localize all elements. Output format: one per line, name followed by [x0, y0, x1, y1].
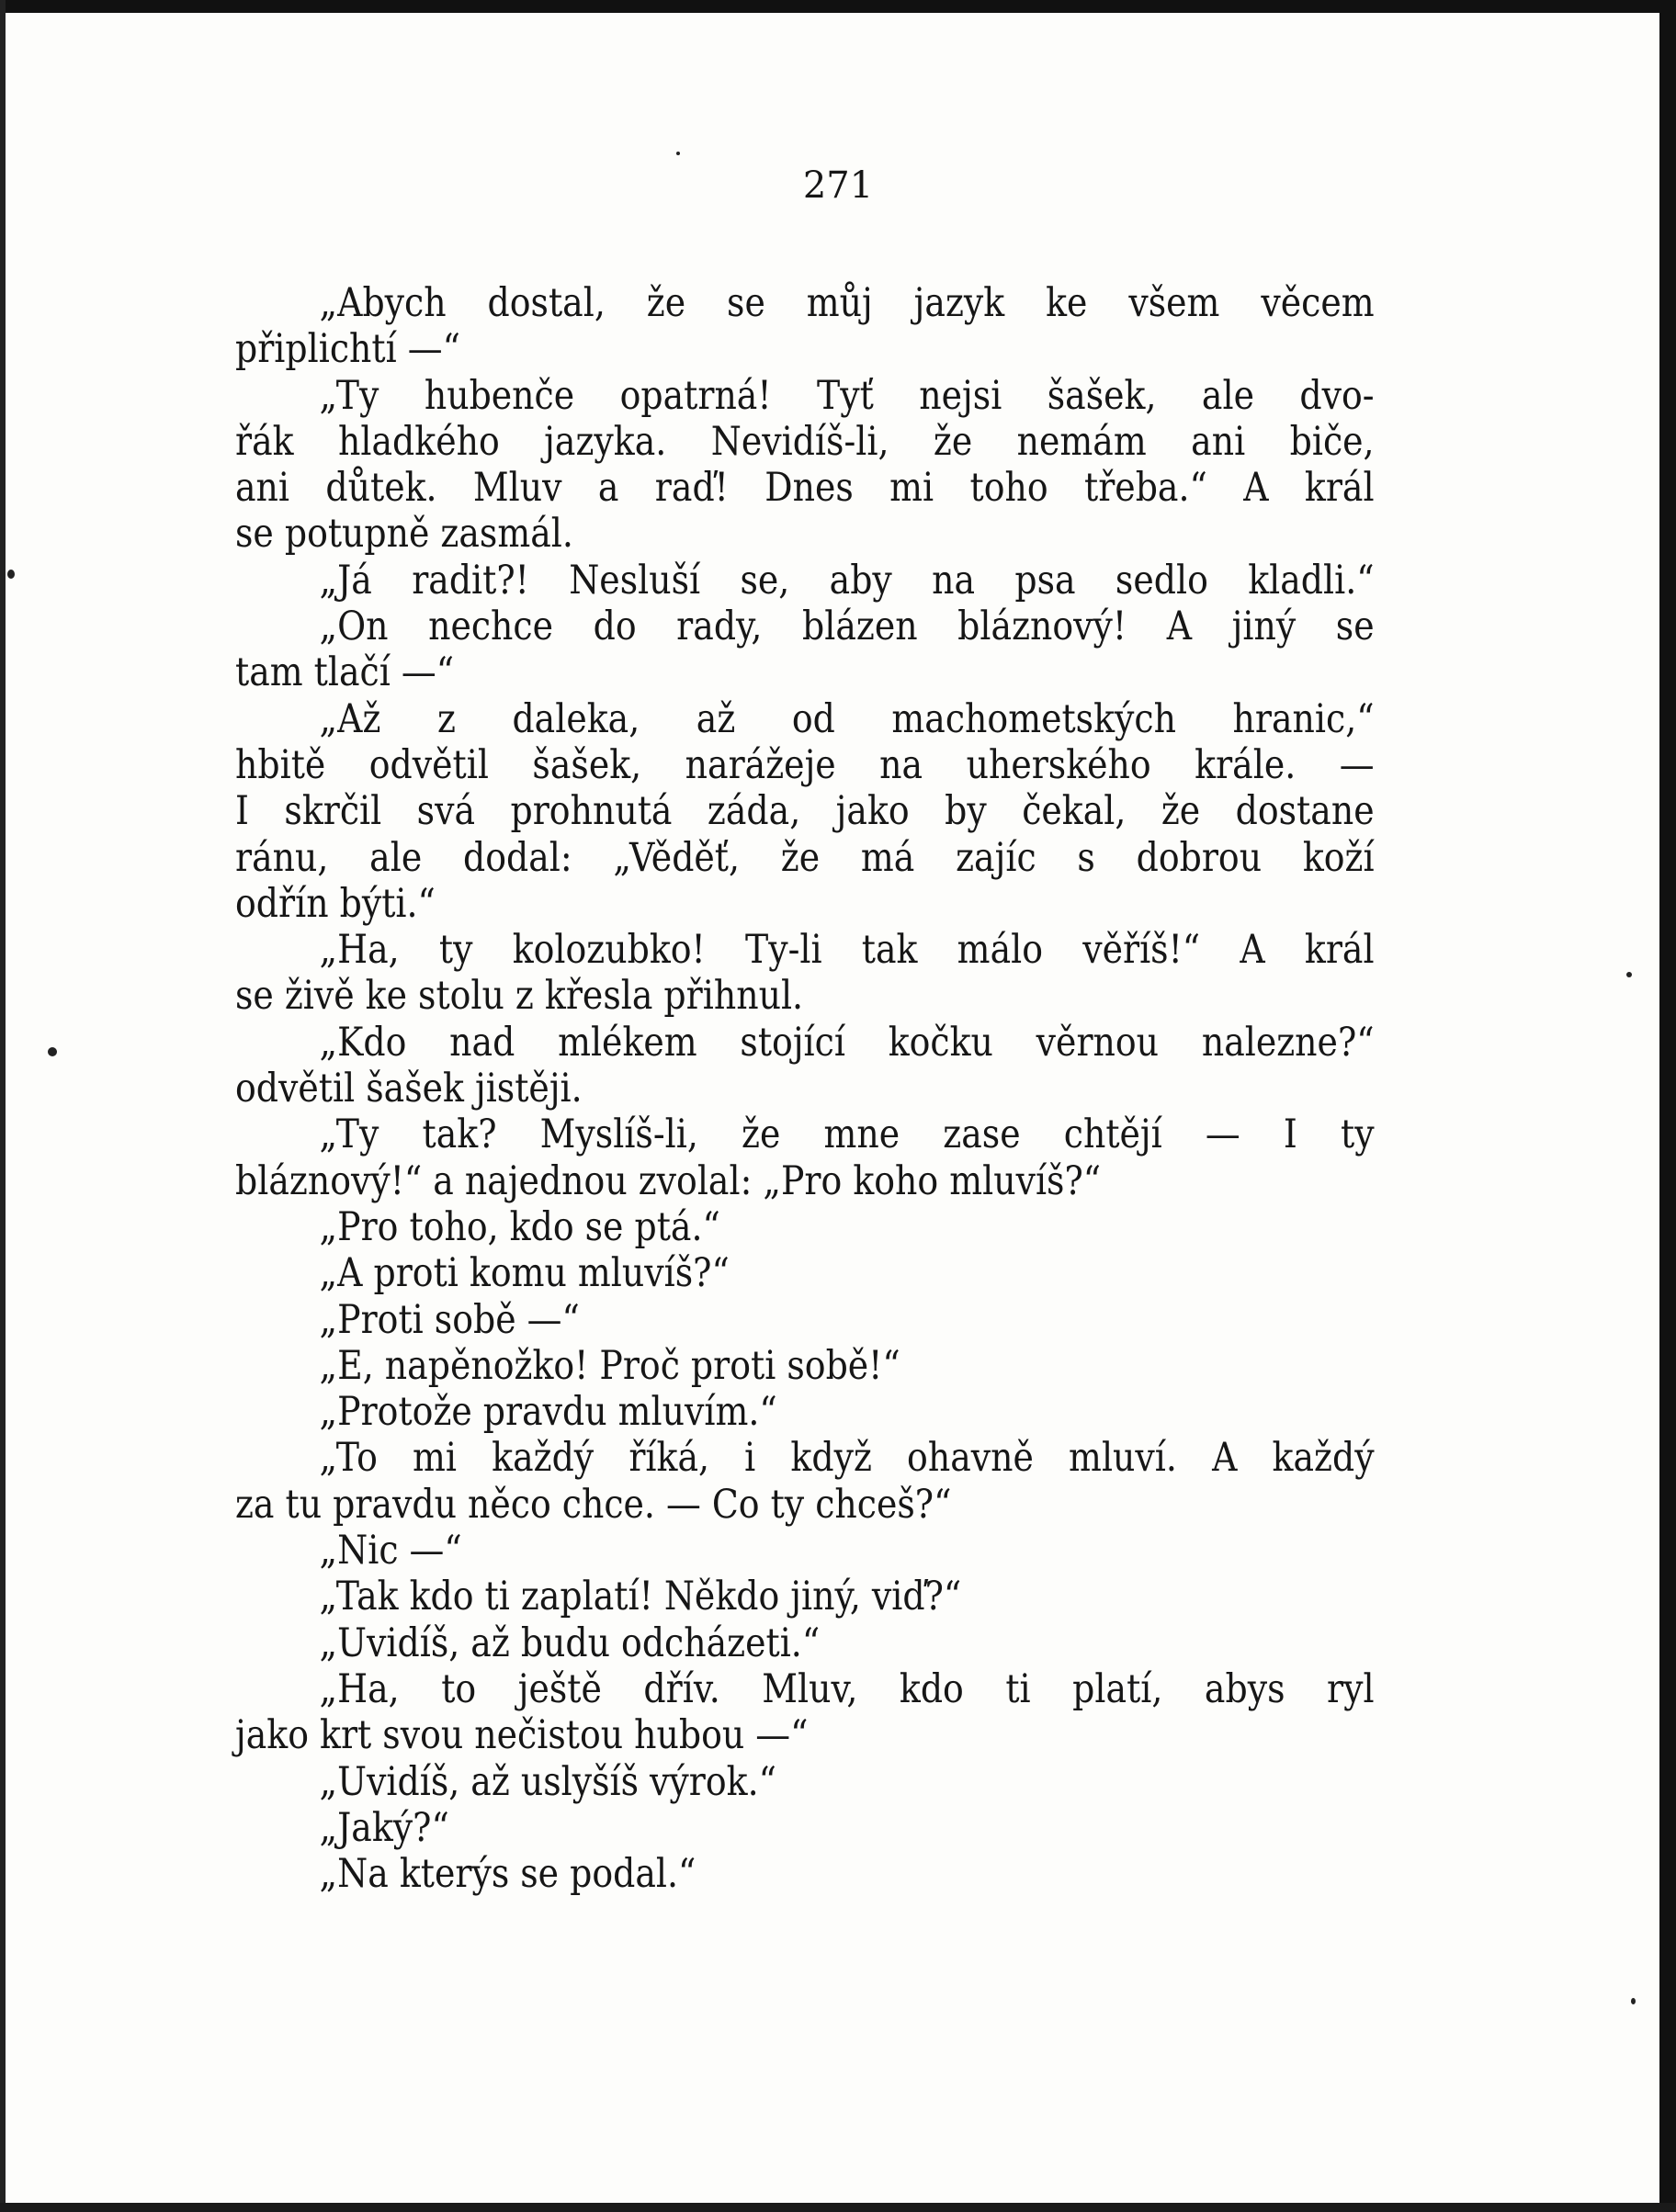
scan-border-left	[0, 0, 6, 2212]
text-line: „Jaký?“	[319, 1804, 449, 1851]
scan-speck	[1631, 1998, 1636, 2004]
text-line: I skrčil svá prohnutá záda, jako by čekal, že dostane	[235, 788, 1375, 835]
text-line: „Na kterýs se podal.“	[319, 1851, 696, 1898]
text-line: „To mi každý říká, i když ohavně mluví. A každý	[319, 1435, 1375, 1482]
page-number: 271	[802, 164, 874, 207]
text-line: ani důtek. Mluv a raď! Dnes mi toho třeba.“ A král	[235, 465, 1375, 512]
text-line: „Uvidíš, až budu odcházeti.“	[319, 1620, 821, 1666]
text-line: řák hladkého jazyka. Nevidíš-li, že nemám ani biče,	[235, 418, 1375, 465]
text-line: „Ty hubenče opatrná! Tyť nejsi šašek, ale dvo-	[319, 372, 1375, 419]
text-line: „Až z daleka, až od machometských hranic,“	[319, 695, 1375, 742]
text-line: „Abych dostal, že se můj jazyk ke všem věcem	[319, 280, 1375, 326]
text-line: „Tak kdo ti zaplatí! Někdo jiný, viď?“	[319, 1574, 962, 1620]
text-line: „Já radit?! Nesluší se, aby na psa sedlo kladli.“	[319, 557, 1375, 604]
text-line: tam tlačí —“	[235, 649, 455, 696]
body-text	[235, 280, 1375, 1897]
text-line: „E, napěnožko! Proč proti sobě!“	[319, 1342, 900, 1389]
text-line: odřín býti.“	[235, 880, 436, 927]
text-line: „Proti sobě —“	[319, 1296, 580, 1343]
scan-border-right	[1659, 0, 1676, 2212]
text-line: „Uvidíš, až uslyšíš výrok.“	[319, 1758, 776, 1805]
text-line: „Ha, to ještě dřív. Mluv, kdo ti platí, abys ryl	[319, 1665, 1375, 1712]
text-line: ránu, ale dodal: „Věděť, že má zajíc s dobrou koží	[235, 834, 1375, 881]
scan-speck	[48, 1047, 57, 1056]
text-line: jako krt svou nečistou hubou —“	[235, 1712, 809, 1759]
scan-speck	[1626, 972, 1632, 977]
text-line: „A proti komu mluvíš?“	[319, 1250, 730, 1297]
text-line: „Kdo nad mlékem stojící kočku věrnou nalezne?“	[319, 1019, 1375, 1066]
text-line: „On nechce do rady, blázen bláznový! A jiný se	[319, 604, 1375, 650]
text-line: odvětil šašek jistěji.	[235, 1066, 583, 1112]
text-line: se živě ke stolu z křesla přihnul.	[235, 973, 804, 1020]
text-line: připlichtí —“	[235, 326, 460, 373]
text-line: za tu pravdu něco chce. — Co ty chceš?“	[235, 1481, 952, 1528]
text-line: hbitě odvětil šašek, narážeje na uherského krále. —	[235, 741, 1375, 788]
text-line: „Ty tak? Myslíš-li, že mne zase chtějí — I ty	[319, 1112, 1375, 1158]
text-line: se potupně zasmál.	[235, 511, 573, 558]
text-line: bláznový!“ a najednou zvolal: „Pro koho mluvíš?“	[235, 1157, 1102, 1204]
text-line: „Protože pravdu mluvím.“	[319, 1389, 777, 1436]
text-line: „Nic —“	[319, 1528, 462, 1574]
scan-speck	[676, 152, 680, 155]
scan-border-top	[0, 0, 1676, 13]
scan-border-bottom	[0, 2203, 1676, 2212]
text-line: „Pro toho, kdo se ptá.“	[319, 1203, 720, 1250]
text-line: „Ha, ty kolozubko! Ty-li tak málo věříš!“ A král	[319, 927, 1375, 974]
scan-speck	[7, 570, 15, 579]
